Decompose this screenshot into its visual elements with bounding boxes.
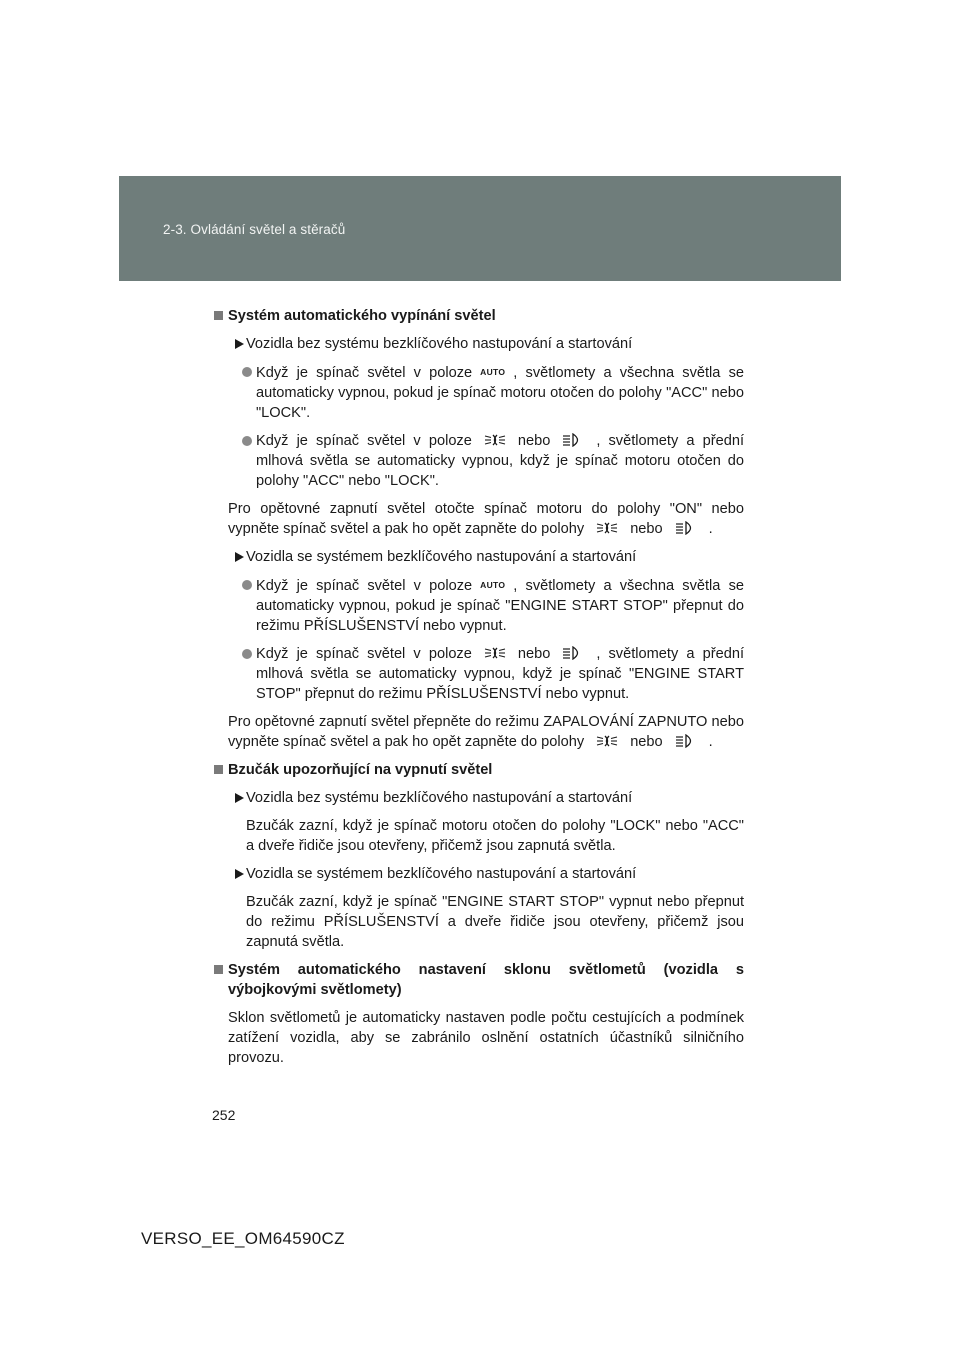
page-content <box>212 306 744 1068</box>
page-number: 252 <box>212 1107 236 1123</box>
headlight-icon <box>562 646 584 660</box>
paragraph: Bzučák zazní, když je spínač motoru otočen do polohy "LOCK" nebo "ACC" a dveře řidiče jsou otevřeny, přičemž jsou zapnutá světla. <box>246 818 744 854</box>
list-item: Když je spínač světel v poloze AUTO , světlomety a všechna světla se automaticky vypnou, pokud je spínač "ENGINE START STOP" přepnut do režimu PŘÍSLUŠENSTVÍ nebo vypnut. <box>212 575 744 636</box>
subheading-with-smart-key: Vozidla se systémem bezklíčového nastupování a startování <box>212 864 744 884</box>
list-item: Když je spínač světel v poloze nebo , světlomety a přední mlhová světla se automaticky vypnou, když je spínač motoru otočen do polohy "ACC" nebo "LOCK". <box>212 431 744 491</box>
auto-switch-icon: AUTO <box>480 367 506 377</box>
headlight-icon <box>562 433 584 447</box>
parking-light-icon <box>596 734 618 748</box>
circle-bullet-icon <box>242 649 252 659</box>
document-code: VERSO_EE_OM64590CZ <box>141 1229 345 1248</box>
square-bullet-icon <box>214 311 223 320</box>
parking-light-icon <box>596 521 618 535</box>
list-item: Když je spínač světel v poloze AUTO , světlomety a všechna světla se automaticky vypnou, pokud je spínač motoru otočen do polohy "ACC" nebo "LOCK". <box>212 362 744 423</box>
section-buzzer-heading: Bzučák upozorňující na vypnutí světel <box>212 760 744 780</box>
triangle-bullet-icon <box>235 793 244 803</box>
circle-bullet-icon <box>242 580 252 590</box>
circle-bullet-icon <box>242 367 252 377</box>
triangle-bullet-icon <box>235 552 244 562</box>
auto-switch-icon: AUTO <box>480 580 506 590</box>
subheading-without-smart-key: Vozidla bez systému bezklíčového nastupování a startování <box>212 788 744 808</box>
circle-bullet-icon <box>242 436 252 446</box>
header-band <box>119 176 841 281</box>
headlight-icon <box>675 734 697 748</box>
parking-light-icon <box>484 646 506 660</box>
subheading-with-smart-key: Vozidla se systémem bezklíčového nastupování a startování <box>212 547 744 567</box>
section-auto-off-heading: Systém automatického vypínání světel <box>212 306 744 326</box>
square-bullet-icon <box>214 765 223 774</box>
list-item: Když je spínač světel v poloze nebo , světlomety a přední mlhová světla se automaticky vypnou, když je spínač "ENGINE START STOP" přepnut do režimu PŘÍSLUŠENSTVÍ nebo vypnut. <box>212 644 744 704</box>
section-leveling-heading: Systém automatického nastavení sklonu světlometů (vozidla s výbojkovými světlomety) <box>212 960 744 1000</box>
paragraph: Sklon světlometů je automaticky nastaven podle počtu cestujících a podmínek zatížení vozidla, aby se zabránilo oslnění ostatních účastníků silničního provozu. <box>228 1010 744 1066</box>
paragraph: Bzučák zazní, když je spínač "ENGINE START STOP" vypnut nebo přepnut do režimu PŘÍSLUŠENSTVÍ a dveře řidiče jsou otevřeny, přičemž jsou zapnutá světla. <box>246 894 744 950</box>
subheading-without-smart-key: Vozidla bez systému bezklíčového nastupování a startování <box>212 334 744 354</box>
section-title: 2-3. Ovládání světel a stěračů <box>163 222 346 237</box>
triangle-bullet-icon <box>235 869 244 879</box>
triangle-bullet-icon <box>235 339 244 349</box>
headlight-icon <box>675 521 697 535</box>
parking-light-icon <box>484 433 506 447</box>
paragraph: Pro opětovné zapnutí světel otočte spínač motoru do polohy "ON" nebo vypněte spínač světel a pak ho opět zapněte do polohy nebo . <box>228 501 744 537</box>
square-bullet-icon <box>214 965 223 974</box>
paragraph: Pro opětovné zapnutí světel přepněte do režimu ZAPALOVÁNÍ ZAPNUTO nebo vypněte spínač světel a pak ho opět zapněte do polohy nebo . <box>228 714 744 750</box>
